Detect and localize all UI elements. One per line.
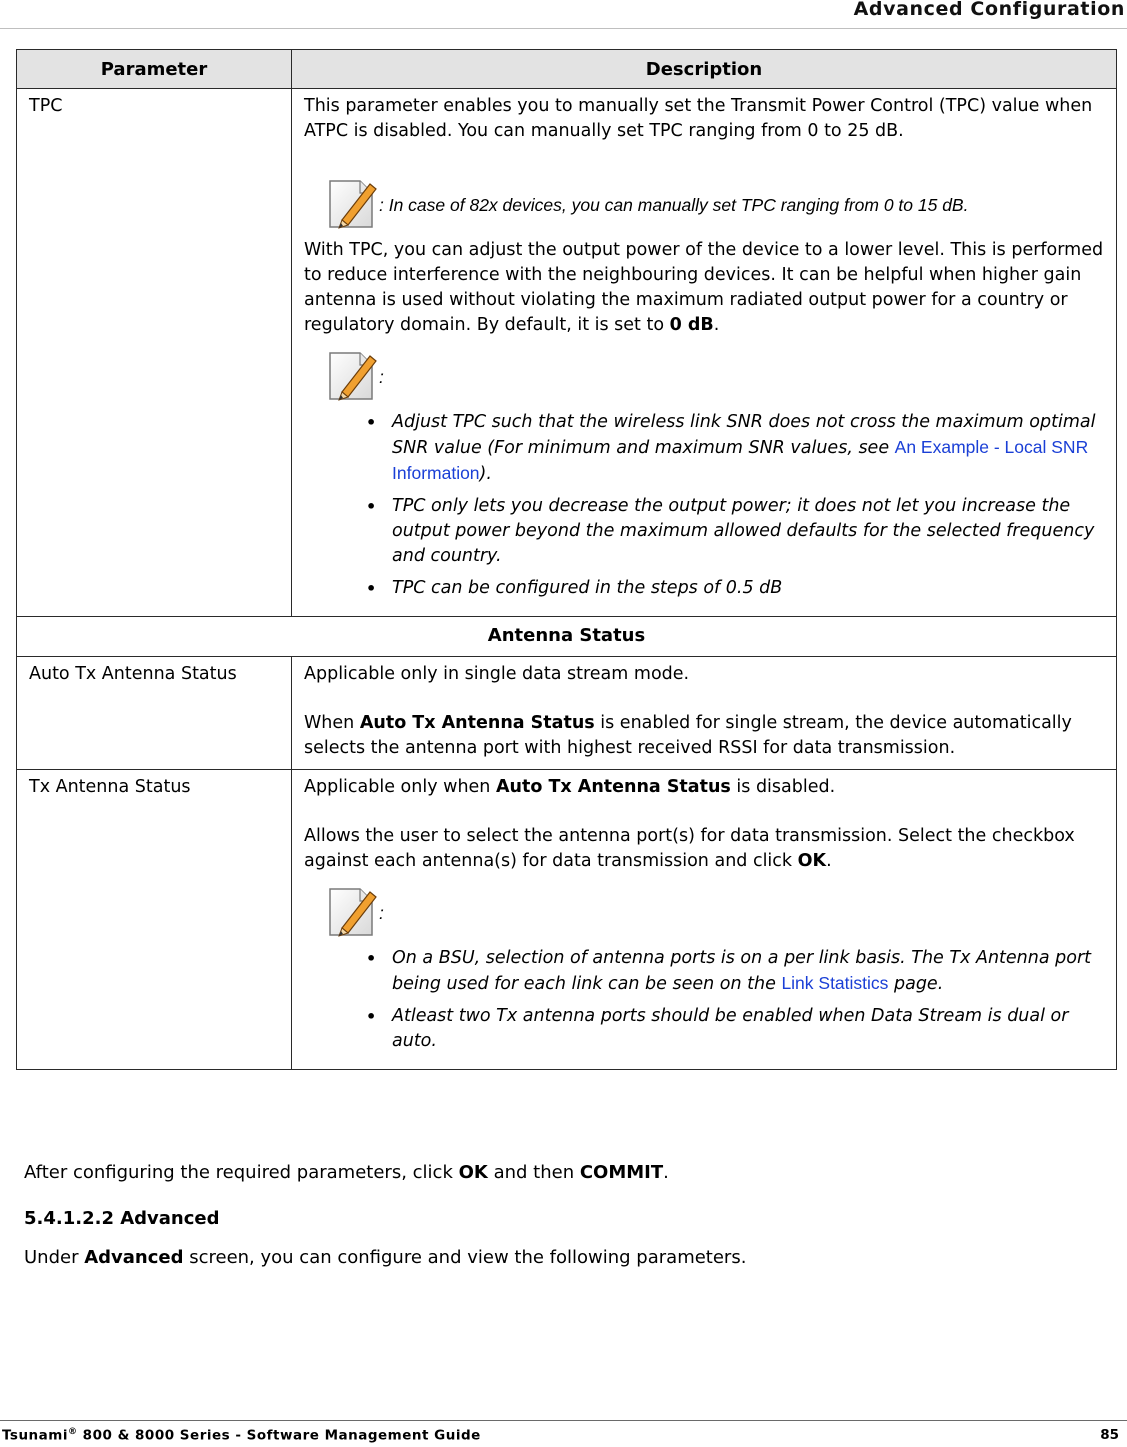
description-paragraph: Applicable only when Auto Tx Antenna Status is disabled.	[304, 777, 836, 797]
link-local-snr-information[interactable]: An Example - Local SNR Information	[392, 437, 1089, 483]
column-header-parameter: Parameter	[17, 50, 292, 89]
intro-paragraph: Under Advanced screen, you can configure and view the following parameters.	[24, 1247, 747, 1268]
description-paragraph: Allows the user to select the antenna port(s) for data transmission. Select the checkbox against each antenna(s) for data transmission and click OK.	[304, 826, 1075, 871]
description-paragraph: When Auto Tx Antenna Status is enabled for single stream, the device automatically selects the antenna port with highest received RSSI for data transmission.	[304, 713, 1072, 758]
link-link-statistics[interactable]: Link Statistics	[781, 973, 889, 993]
description-paragraph: With TPC, you can adjust the output power of the device to a lower level. This is performed to reduce interference with the neighbouring devices. It can be helpful when higher gain antenna is used without violating the maximum radiated output power for a country or regulatory domain. By default, it is set to 0 dB.	[304, 240, 1104, 335]
footer-page-number: 85	[1100, 1427, 1119, 1443]
note-pencil-icon	[326, 178, 378, 230]
param-name-tpc: TPC	[17, 89, 292, 617]
table-row	[17, 89, 1117, 617]
table-row	[17, 770, 1117, 1070]
param-name-tx-antenna-status: Tx Antenna Status	[17, 770, 292, 1070]
note-bullet-list	[304, 946, 1108, 1054]
note-text: :	[379, 903, 384, 923]
list-item: • Atleast two Tx antenna ports should be enabled when Data Stream is dual or auto.	[366, 1006, 1069, 1051]
parameter-table	[16, 49, 1117, 1070]
param-description-auto-tx-antenna-status	[292, 657, 1117, 770]
footer-divider	[0, 1420, 1127, 1421]
param-description-tx-antenna-status	[292, 770, 1117, 1070]
param-description-tpc	[292, 89, 1117, 617]
table-row	[17, 657, 1117, 770]
note-block	[326, 178, 1108, 230]
description-paragraph: Applicable only in single data stream mode.	[304, 664, 690, 684]
description-paragraph: This parameter enables you to manually set the Transmit Power Control (TPC) value when ATPC is disabled. You can manually set TPC ranging from 0 to 25 dB.	[304, 96, 1093, 141]
note-pencil-icon	[326, 886, 378, 938]
column-header-description: Description	[292, 50, 1117, 89]
note-block	[326, 350, 1108, 402]
header-divider	[0, 28, 1127, 29]
note-text: :	[379, 367, 384, 387]
section-heading: 5.4.1.2.2 Advanced	[24, 1208, 220, 1229]
table-header-row	[17, 50, 1117, 89]
page-header-title: Advanced Configuration	[853, 0, 1125, 20]
list-item: • On a BSU, selection of antenna ports is on a per link basis. The Tx Antenna port being used for each link can be seen on the Link Statistics page.	[366, 948, 1092, 994]
param-name-auto-tx-antenna-status: Auto Tx Antenna Status	[17, 657, 292, 770]
note-text: : In case of 82x devices, you can manually set TPC ranging from 0 to 15 dB.	[379, 195, 969, 215]
list-item: • Adjust TPC such that the wireless link SNR does not cross the maximum optimal SNR value (For minimum and maximum SNR values, see An Example - Local SNR Information).	[366, 412, 1096, 484]
list-item: • TPC can be configured in the steps of 0.5 dB	[366, 578, 783, 598]
note-pencil-icon	[326, 350, 378, 402]
section-title-antenna-status: Antenna Status	[17, 617, 1117, 657]
after-config-paragraph: After configuring the required parameters, click OK and then COMMIT.	[24, 1162, 669, 1183]
list-item: • TPC only lets you decrease the output power; it does not let you increase the output power beyond the maximum allowed defaults for the selected frequency and country.	[366, 496, 1095, 566]
footer-document-title: Tsunami® 800 & 8000 Series - Software Management Guide	[2, 1427, 481, 1444]
note-bullet-list	[304, 410, 1108, 601]
note-block	[326, 886, 1108, 938]
section-row	[17, 617, 1117, 657]
